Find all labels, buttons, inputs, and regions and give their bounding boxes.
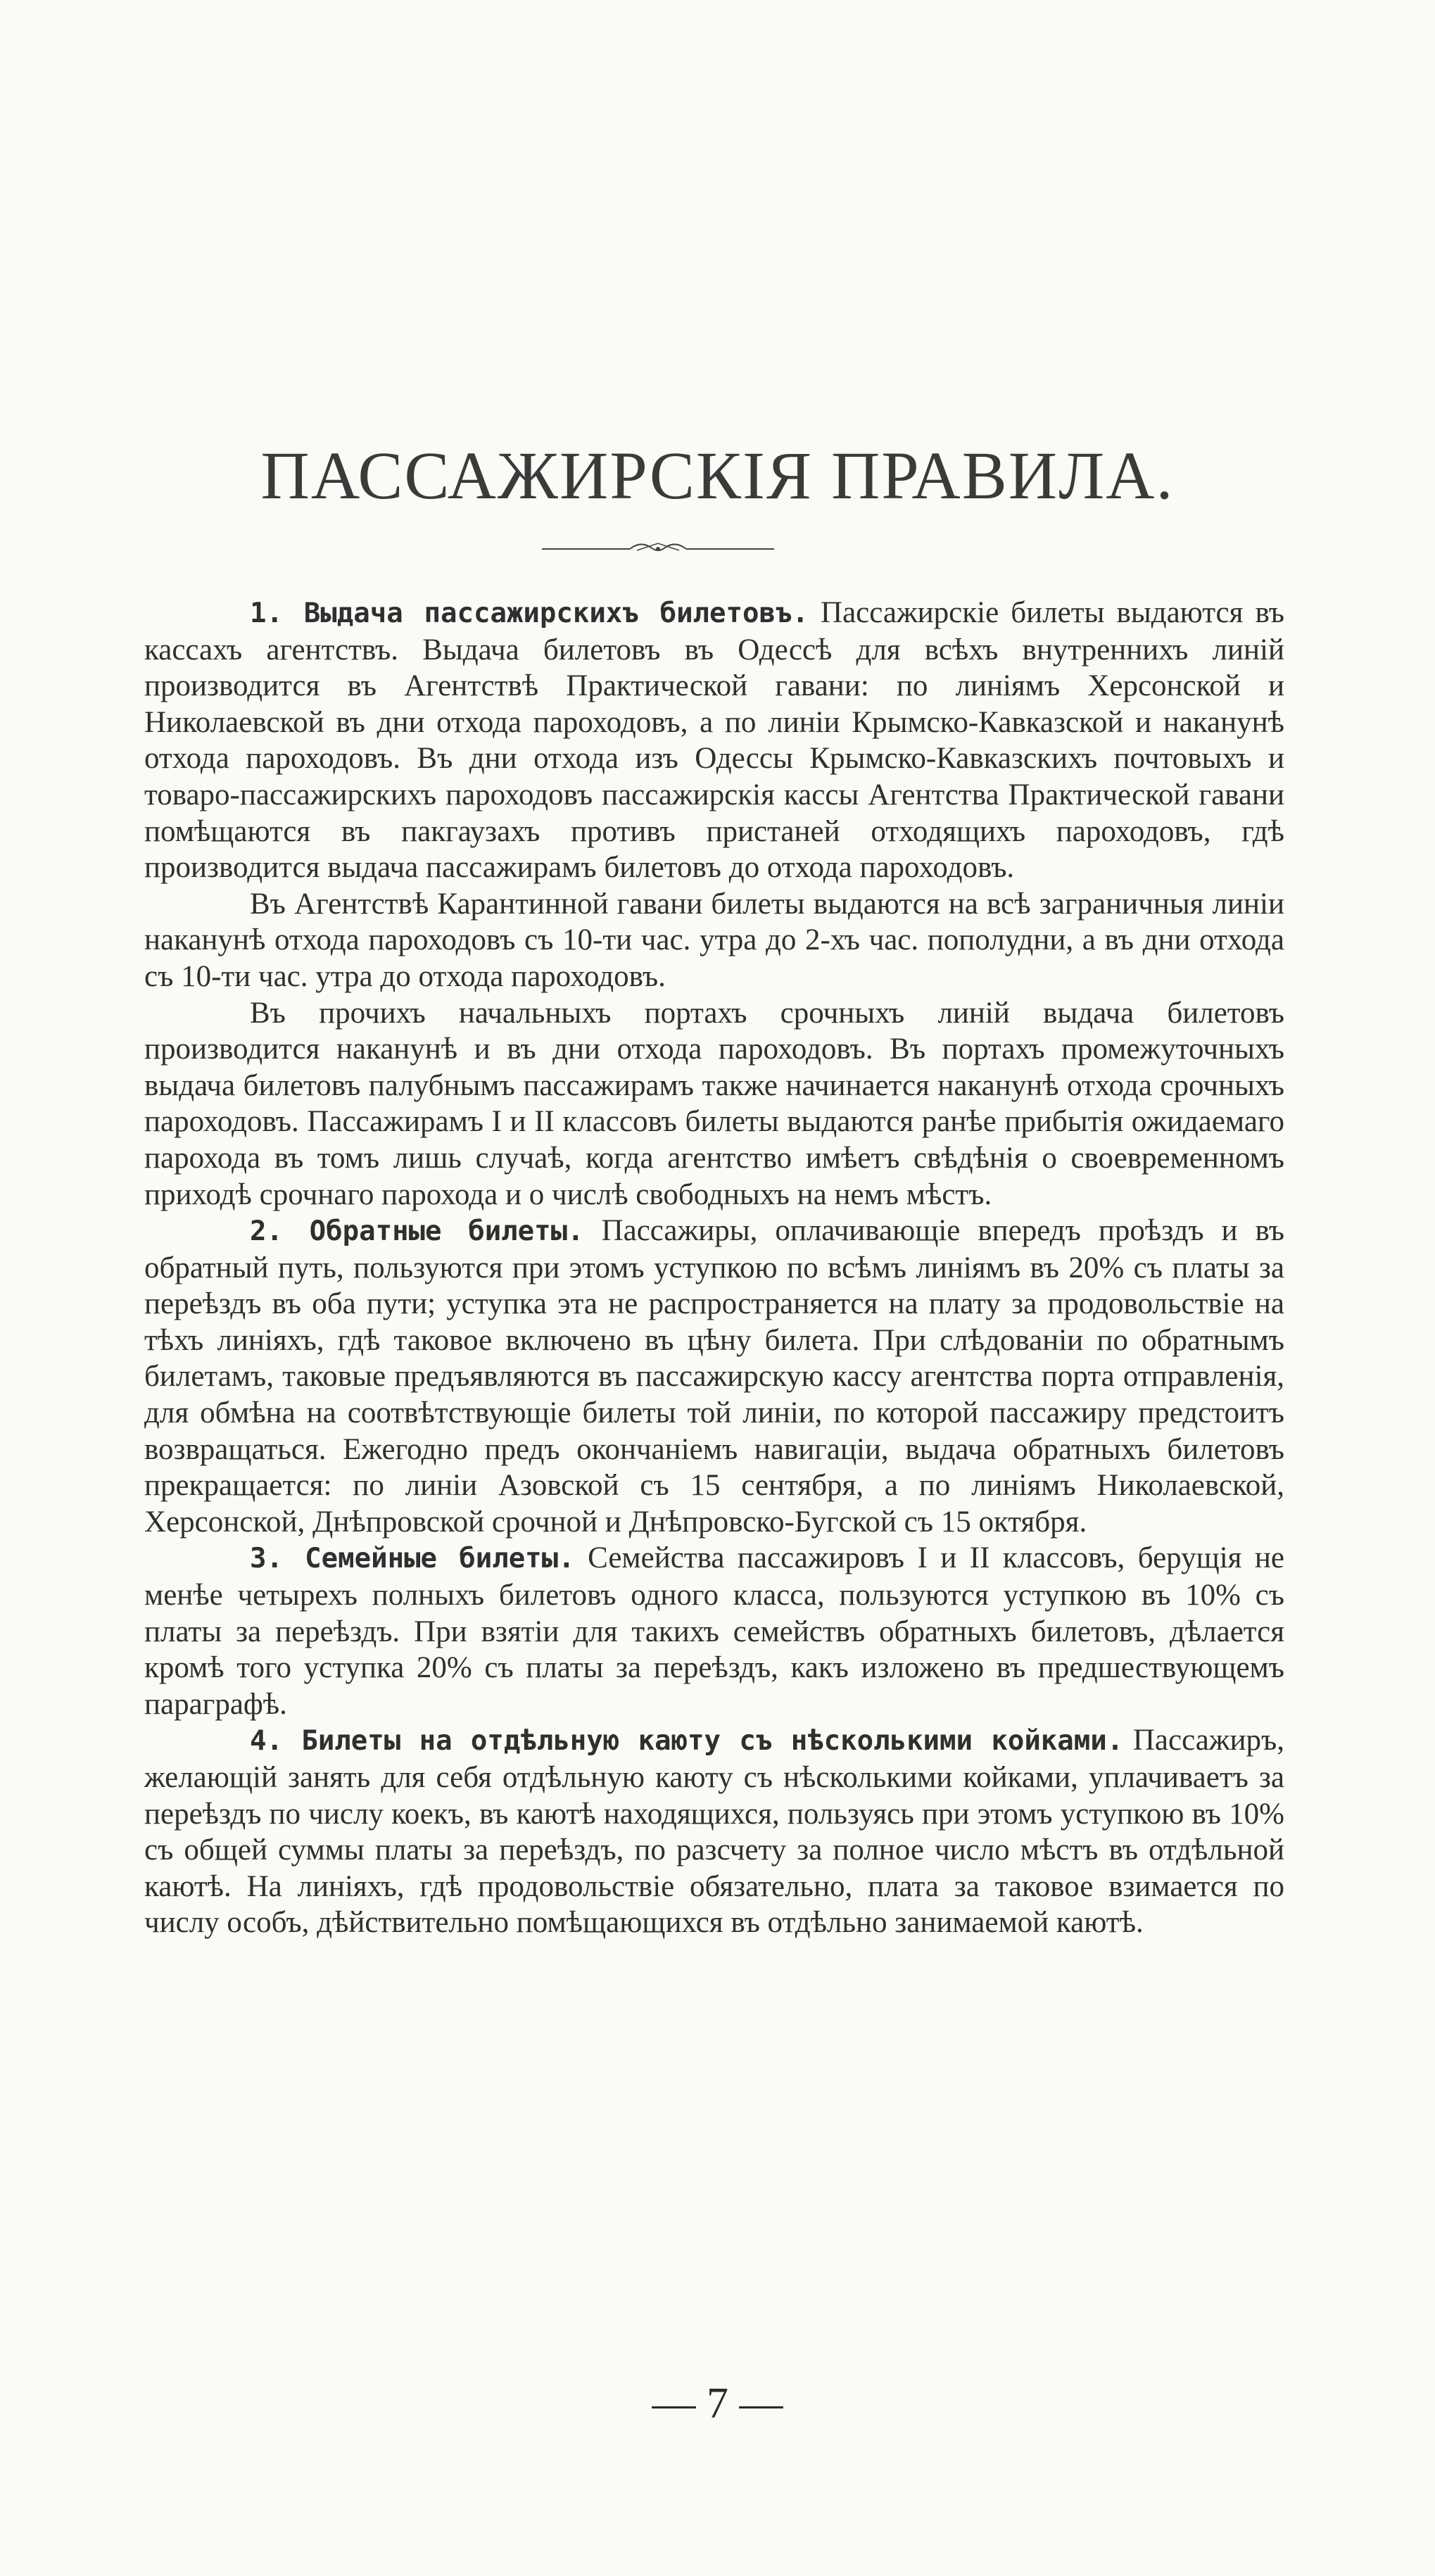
- section-paragraph: [144, 1540, 1284, 1722]
- section-heading: 2. Обратные билеты.: [250, 1216, 584, 1248]
- page-title: ПАССАЖИРСКІЯ ПРАВИЛА.: [260, 438, 1175, 513]
- paragraph-text: Семейства пассажировъ I и II классовъ, берущія не менѣе четырехъ полныхъ билетовъ одного класса, пользуются уступкою въ 10% съ платы за переѣздъ. При взятіи для такихъ семействъ обратныхъ билетовъ, дѣлается кромѣ того уступка 20% съ платы за переѣздъ, какъ изложено въ предшествующемъ параграфѣ.: [144, 1541, 1285, 1721]
- rules-body: [144, 595, 1284, 1941]
- paragraph-text: Пассажирскіе билеты выдаются въ кассахъ агентствъ. Выдача билетовъ въ Одессѣ для всѣхъ внутреннихъ линій производится въ Агентствѣ Практической гавани: по линіямъ Херсонской и Николаевской въ дни отхода пароходовъ, а по линіи Крымско-Кавказской и наканунѣ отхода пароходовъ. Въ дни отхода изъ Одессы Крымско-Кавказскихъ почтовыхъ и товаро-пассажирскихъ пароходовъ пассажирскія кассы Агентства Практической гавани помѣщаются въ пакгаузахъ противъ пристаней отходящихъ пароходовъ, гдѣ производится выдача пассажирамъ билетовъ до отхода пароходовъ.: [144, 596, 1284, 885]
- page-number: — 7 —: [652, 2380, 783, 2427]
- section-ticket-issue: [144, 595, 1284, 1213]
- paragraph-text: Пассажиръ, желающій занять для себя отдѣльную каюту съ нѣсколькими койками, уплачиваетъ за переѣздъ по числу коекъ, въ каютѣ находящихся, пользуясь при этомъ уступкою въ 10% съ общей суммы платы за переѣздъ, по разсчету за полное число мѣстъ въ отдѣльной каютѣ. На линіяхъ, гдѣ продовольствіе обязательно, плата за таковое взимается по числу особъ, дѣйствительно помѣщающихся въ отдѣльно занимаемой каютѣ.: [144, 1724, 1285, 1940]
- paragraph-text: Въ Агентствѣ Карантинной гавани билеты выдаются на всѣ заграничныя линіи наканунѣ отхода пароходовъ съ 10-ти час. утра до 2-хъ час. пополудни, а въ дни отхода съ 10-ти час. утра до отхода пароходовъ.: [144, 887, 1284, 993]
- section-paragraph: [144, 1722, 1284, 1941]
- section-heading: 4. Билеты на отдѣльную каюту съ нѣсколькими койками.: [250, 1725, 1124, 1757]
- section-paragraph: [144, 595, 1284, 886]
- section-return-tickets: [144, 1213, 1284, 1540]
- paragraph-text: Въ прочихъ начальныхъ портахъ срочныхъ линій выдача билетовъ производится наканунѣ и въ дни отхода пароходовъ. Въ портахъ промежуточныхъ выдача билетовъ палубнымъ пассажирамъ также начинается наканунѣ отхода срочныхъ пароходовъ. Пассажирамъ I и II классовъ билеты выдаются ранѣе прибытія ожидаемаго парохода въ томъ лишь случаѣ, когда агентство имѣетъ свѣдѣнія о своевременномъ приходѣ срочнаго парохода и о числѣ свободныхъ на немъ мѣстъ.: [144, 996, 1284, 1211]
- section-heading: 1. Выдача пассажирскихъ билетовъ.: [250, 598, 809, 629]
- section-paragraph: [144, 1213, 1284, 1540]
- section-heading: 3. Семейные билеты.: [250, 1543, 575, 1575]
- paragraph-text: Пассажиры, оплачивающіе впередъ проѣздъ и въ обратный путь, пользуются при этомъ уступкою по всѣмъ линіямъ въ 20% съ платы за переѣздъ въ оба пути; уступка эта не распространяется на плату за продовольствіе на тѣхъ линіяхъ, гдѣ таковое включено въ цѣну билета. При слѣдованіи по обратнымъ билетамъ, таковые предъявляются въ пассажирскую кассу агентства порта отправленія, для обмѣна на соотвѣтствующіе билеты той линіи, по которой пассажиру предстоитъ возвращаться. Ежегодно предъ окончаніемъ навигаціи, выдача обратныхъ билетовъ прекращается: по линіи Азовской съ 15 сентября, а по линіямъ Николаевской, Херсонской, Днѣпровской срочной и Днѣпровско-Бугской съ 15 октября.: [144, 1214, 1284, 1539]
- section-family-tickets: [144, 1540, 1284, 1722]
- decorative-rule-icon: [542, 535, 774, 563]
- section-cabin-tickets: [144, 1722, 1284, 1941]
